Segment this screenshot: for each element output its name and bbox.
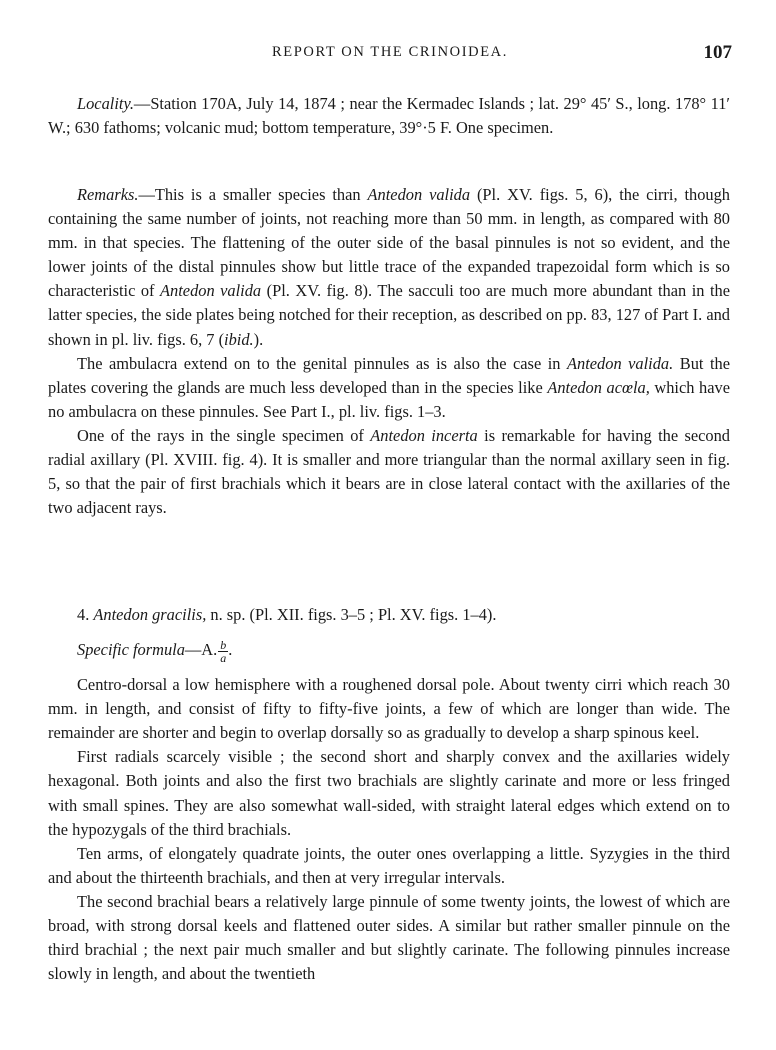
remarks-text: One of the rays in the single specimen of <box>77 425 371 445</box>
species-name: Antedon valida <box>367 185 471 204</box>
species-number: 4. <box>77 605 94 624</box>
species-name: Antedon gracilis, <box>93 605 207 624</box>
remarks-paragraph-1 <box>48 183 730 352</box>
formula-suffix: . <box>228 640 233 660</box>
page-header <box>48 44 732 66</box>
locality-paragraph <box>48 92 730 140</box>
page-number: 107 <box>703 42 732 63</box>
species-heading <box>48 603 730 627</box>
remarks-text: But the plates covering the glands are much less developed than in the species like <box>48 353 730 397</box>
remarks-text: (Pl. XV. figs. 5, 6), the cirri, though containing the same number of joints, not reaching more than 50 mm. in length, as compared with 80 mm. in that species. The flattening of the outer side of the basal pinnules is not so evident, and the lower joints of the distal pinnules show but little trace of the expanded trapezoidal form which is so characteristic of <box>48 185 730 301</box>
remarks-text: ). <box>253 329 264 349</box>
description-paragraph-4: The second brachial bears a relatively large pinnule of some twenty joints, the lowest of which are broad, with strong dorsal keels and flattened outer sides. A similar but rather smaller pinnule on the third brachial ; the next pair much smaller and but slightly carinate. The following pinnules increase slowly in length, and about the twentieth <box>48 891 730 984</box>
species-plate-refs: n. sp. (Pl. XII. figs. 3–5 ; Pl. XV. figs. 1–4). <box>206 605 497 624</box>
specific-formula <box>48 635 730 665</box>
remarks-label: Remarks. <box>77 185 139 204</box>
citation-ibid: ibid. <box>224 329 254 349</box>
species-name: Antedon valida. <box>567 353 674 373</box>
species-name: Antedon incerta <box>370 425 478 445</box>
description-paragraph-2: First radials scarcely visible ; the second short and sharply convex and the axillaries widely hexagonal. Both joints and also the first two brachials are slightly carinate and more or less fringed with small spines. They are also somewhat wall-sided, with straight lateral edges which extend on to the hypozygals of the third brachials. <box>48 747 730 839</box>
formula-numerator: b <box>220 637 227 652</box>
locality-section <box>48 92 730 140</box>
remarks-section <box>48 183 730 520</box>
running-head: REPORT ON THE CRINOIDEA. <box>272 44 508 60</box>
description-paragraph-1: Centro-dorsal a low hemisphere with a roughened dorsal pole. About twenty cirri which reach 30 mm. in length, and consist of fifty to fifty-five joints, a few of which are longer than wide. The remainder are shorter and begin to overlap dorsally so as gradually to develop a sharp spinous keel. <box>48 675 730 743</box>
remarks-text: which have no ambulacra on these pinnules. See Part I., pl. liv. figs. 1–3. <box>48 377 730 421</box>
remarks-text: is remarkable for having the second radial axillary (Pl. XVIII. fig. 4). It is smaller and more triangular than the normal axillary seen in fig. 5, so that the pair of first brachials which it bears are in close lateral contact with the axillaries of the two adjacent rays. <box>48 425 730 518</box>
remarks-text: —This is a smaller species than <box>138 185 368 204</box>
remarks-text: (Pl. XV. fig. 8). The sacculi too are much more abundant than in the latter species, the side plates being notched for their reception, as described on pp. 83, 127 of Part I. and shown in pl. liv. figs. 6, 7 ( <box>48 281 730 349</box>
remarks-text: The ambulacra extend on to the genital pinnules as is also the case in <box>77 353 568 373</box>
species-section <box>48 603 730 986</box>
remarks-paragraph-2 <box>48 352 730 424</box>
description-paragraph-3: Ten arms, of elongately quadrate joints, the outer ones overlapping a little. Syzygies in the third and about the thirteenth brachials, and then at very irregular intervals. <box>48 843 730 887</box>
formula-fraction <box>218 639 228 664</box>
formula-denominator: a <box>220 650 227 665</box>
formula-prefix: —A. <box>184 640 218 660</box>
species-name: Antedon acœla, <box>547 377 650 397</box>
remarks-paragraph-3 <box>48 424 730 520</box>
locality-text: —Station 170A, July 14, 1874 ; near the Kermadec Islands ; lat. 29° 45′ S., long. 178° 11′ W.; 630 fathoms; volcanic mud; bottom temperature, 39°·5 F. One specimen. <box>48 94 730 138</box>
locality-label: Locality. <box>77 94 134 113</box>
formula-label: Specific formula <box>77 640 185 660</box>
species-name: Antedon valida <box>160 281 262 301</box>
